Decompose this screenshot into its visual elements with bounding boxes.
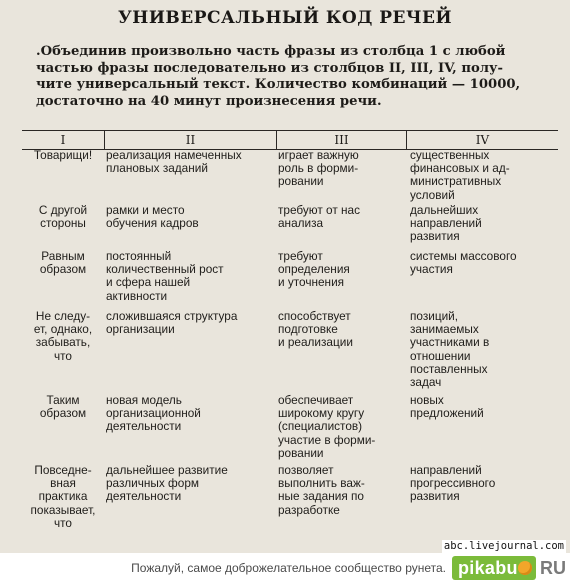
cell-line: новая модель bbox=[106, 393, 182, 407]
phrase-part-1 bbox=[24, 149, 102, 162]
cell-line: деятельности bbox=[106, 419, 182, 434]
cell-line: участниками в bbox=[410, 335, 490, 350]
logo-suffix: RU bbox=[540, 558, 566, 578]
cell-line: широкому кругу bbox=[278, 406, 365, 421]
phrase-part-3 bbox=[278, 310, 408, 350]
cell-line: выполнить важ- bbox=[278, 476, 365, 491]
cell-line: Не следу- bbox=[35, 309, 91, 323]
intro-line: .Объединив произвольно часть фразы из столбца 1 с любой bbox=[36, 44, 506, 59]
cell-line: играет важную bbox=[278, 148, 359, 162]
cell-line: позволяет bbox=[278, 463, 334, 477]
phrase-part-1 bbox=[24, 464, 102, 530]
cell-line: ровании bbox=[278, 174, 324, 189]
cell-line: существенных bbox=[410, 148, 490, 162]
phrase-part-2 bbox=[106, 394, 282, 434]
phrase-part-3 bbox=[278, 394, 408, 460]
intro-paragraph bbox=[36, 44, 558, 110]
column-header-1: I bbox=[60, 133, 66, 147]
cell-line: министративных bbox=[410, 174, 502, 189]
cell-line: способствует bbox=[278, 309, 351, 323]
cell-line: Таким bbox=[46, 393, 80, 407]
cell-line: дальнейшее развитие bbox=[106, 463, 228, 477]
cell-line: стороны bbox=[40, 216, 86, 231]
cell-line: рамки и место bbox=[106, 203, 185, 217]
cell-line: и уточнения bbox=[278, 275, 345, 290]
footer-tagline: Пожалуй, самое доброжелательное сообщество рунета. bbox=[131, 561, 446, 575]
cell-line: дальнейших bbox=[410, 203, 479, 217]
phrase-part-2 bbox=[106, 204, 282, 230]
logo-badge bbox=[452, 556, 536, 580]
cell-line: ет, однако, bbox=[33, 322, 93, 337]
cell-line: образом bbox=[39, 262, 87, 277]
cell-line: занимаемых bbox=[410, 322, 479, 337]
cell-line: финансовых и ад- bbox=[410, 161, 510, 176]
cell-line: активности bbox=[106, 288, 168, 303]
cell-line: постоянный bbox=[106, 249, 172, 263]
cell-line: подготовке bbox=[278, 322, 338, 337]
cell-line: деятельности bbox=[106, 489, 182, 504]
cell-line: ные задания по bbox=[278, 489, 364, 504]
cell-line: требуют от нас bbox=[278, 203, 361, 217]
cell-line: участия bbox=[410, 262, 453, 277]
cell-line: С другой bbox=[38, 203, 88, 217]
phrase-part-4 bbox=[410, 310, 558, 389]
cell-line: и реализации bbox=[278, 335, 353, 350]
cell-line: Товарищи! bbox=[33, 148, 93, 162]
cell-line: обеспечивает bbox=[278, 393, 354, 407]
phrase-part-2 bbox=[106, 464, 282, 504]
phrase-part-4 bbox=[410, 204, 558, 244]
page-title: УНИВЕРСАЛЬНЫЙ КОД РЕЧЕЙ bbox=[117, 8, 453, 28]
cell-line: образом bbox=[39, 406, 87, 421]
column-header-3: III bbox=[334, 133, 349, 147]
cell-line: реализация намеченных bbox=[106, 148, 242, 162]
phrase-part-4 bbox=[410, 394, 558, 420]
cell-line: что bbox=[54, 348, 72, 363]
cell-line: анализа bbox=[278, 216, 324, 231]
cell-line: направлений bbox=[410, 216, 482, 231]
cell-line: новых bbox=[410, 393, 444, 407]
phrase-part-3 bbox=[278, 464, 408, 517]
cell-line: предложений bbox=[410, 406, 484, 421]
phrase-part-1 bbox=[24, 250, 102, 276]
phrase-part-3 bbox=[278, 250, 408, 290]
cell-line: определения bbox=[278, 262, 350, 277]
cell-line: количественный рост bbox=[106, 262, 224, 277]
cell-line: что bbox=[54, 515, 72, 530]
cell-line: задач bbox=[410, 375, 442, 390]
phrase-part-1 bbox=[24, 394, 102, 420]
column-header-4: IV bbox=[475, 133, 490, 147]
phrase-part-4 bbox=[410, 464, 558, 504]
cell-line: требуют bbox=[278, 249, 323, 263]
cell-line: (специалистов) bbox=[278, 419, 363, 434]
cell-line: плановых заданий bbox=[106, 161, 208, 176]
cell-line: позиций, bbox=[410, 309, 459, 323]
phrase-part-2 bbox=[106, 310, 282, 336]
cell-line: сложившаяся структура bbox=[106, 309, 238, 323]
cell-line: отношении bbox=[410, 348, 471, 363]
column-header-2: II bbox=[185, 133, 196, 147]
cell-line: обучения кадров bbox=[106, 216, 199, 231]
cell-line: системы массового bbox=[410, 249, 517, 263]
phrase-part-4 bbox=[410, 149, 558, 202]
phrase-part-1 bbox=[24, 204, 102, 230]
table-header bbox=[22, 130, 558, 150]
cell-line: вная bbox=[50, 476, 76, 491]
cell-line: Повседне- bbox=[34, 463, 92, 477]
cell-line: практика bbox=[38, 489, 88, 504]
cell-line: различных форм bbox=[106, 476, 199, 491]
cell-line: поставленных bbox=[410, 361, 488, 376]
logo-main-text: pikabu bbox=[458, 558, 518, 578]
phrase-table bbox=[22, 130, 558, 530]
cell-line: организации bbox=[106, 322, 175, 337]
cell-line: условий bbox=[410, 187, 455, 202]
phrase-part-4 bbox=[410, 250, 558, 276]
cell-line: показывает, bbox=[30, 502, 96, 517]
intro-line: достаточно на 40 минут произнесения речи. bbox=[36, 93, 382, 109]
phrase-part-2 bbox=[106, 250, 282, 303]
site-footer bbox=[0, 553, 570, 583]
intro-line: частью фразы последовательно из столбцов II, III, IV, полу- bbox=[36, 60, 503, 76]
cell-line: прогрессивного bbox=[410, 476, 496, 491]
cell-line: и сфера нашей bbox=[106, 275, 191, 290]
phrase-part-1 bbox=[24, 310, 102, 363]
phrase-part-3 bbox=[278, 149, 408, 189]
cell-line: роль в форми- bbox=[278, 161, 359, 176]
cell-line: забывать, bbox=[35, 335, 91, 350]
cell-line: ровании bbox=[278, 445, 324, 460]
intro-line: чите универсальный текст. Количество комбинаций — 10000, bbox=[36, 77, 521, 92]
cell-line: участие в форми- bbox=[278, 432, 376, 447]
source-credit: abc.livejournal.com bbox=[443, 540, 564, 552]
phrase-part-2 bbox=[106, 149, 282, 175]
cell-line: организационной bbox=[106, 406, 201, 421]
phrase-part-3 bbox=[278, 204, 408, 230]
cell-line: развития bbox=[410, 489, 460, 504]
cell-line: разработке bbox=[278, 502, 340, 517]
pikabu-logo[interactable] bbox=[452, 556, 564, 580]
logo-dot-icon bbox=[518, 561, 532, 575]
cell-line: направлений bbox=[410, 463, 482, 477]
cell-line: развития bbox=[410, 229, 460, 244]
cell-line: Равным bbox=[41, 249, 85, 263]
